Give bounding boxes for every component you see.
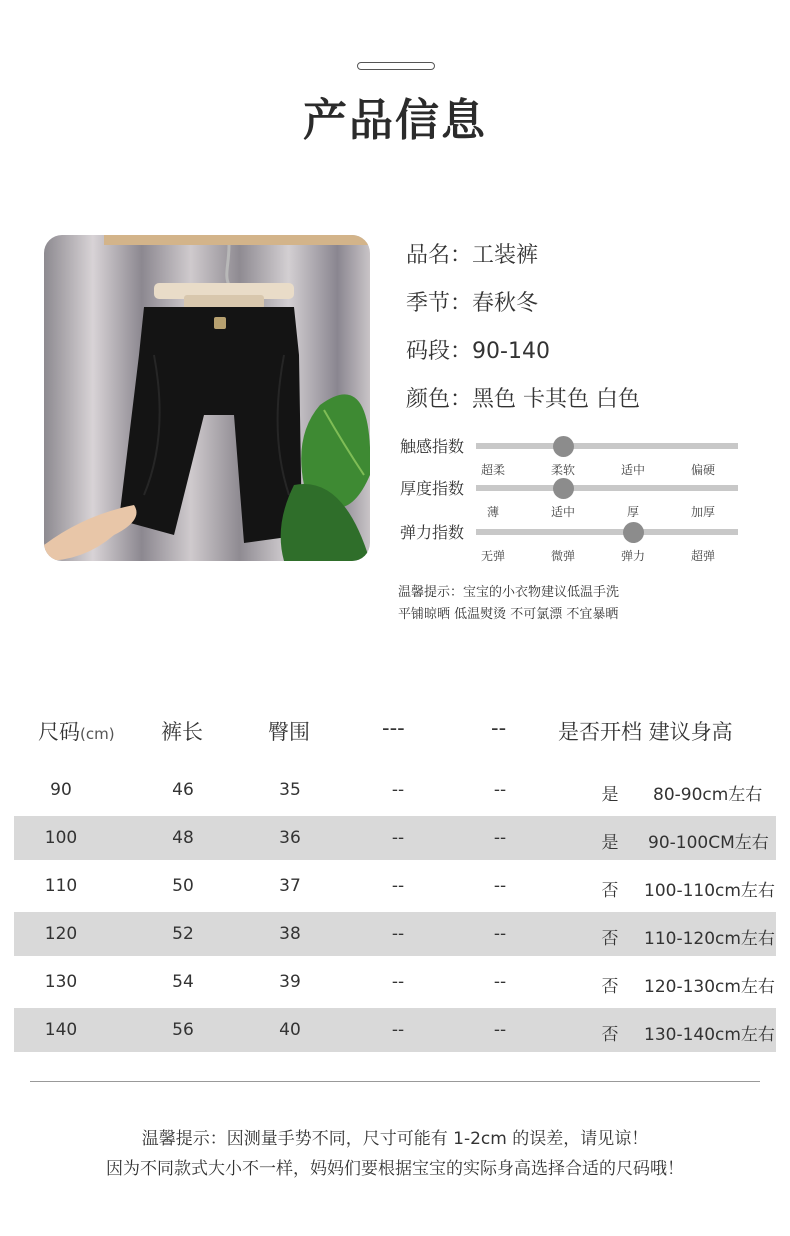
meter-track: [476, 443, 738, 449]
section-divider: [30, 1081, 760, 1082]
cell-height: 90-100CM左右: [648, 833, 769, 853]
cell-blank-1: --: [391, 924, 405, 944]
footer-note-line2: 因为不同款式大小不一样，妈妈们要根据宝宝的实际身高选择合适的尺码哦！: [106, 1159, 684, 1179]
cell-blank-1: --: [391, 828, 405, 848]
table-header-size-unit: (cm): [80, 725, 115, 743]
info-color-value: 黑色 卡其色 白色: [472, 387, 641, 412]
meter-tick: 偏硬: [690, 463, 716, 477]
cell-blank-2: --: [493, 972, 507, 992]
cell-length: 56: [172, 1020, 194, 1040]
cell-hip: 36: [279, 828, 301, 848]
product-photo-illustration: [44, 235, 370, 561]
table-row: [14, 864, 776, 908]
cell-height: 100-110cm左右: [644, 881, 775, 901]
cell-size: 100: [44, 828, 78, 848]
info-season-value: 春秋冬: [472, 291, 539, 316]
cell-size: 130: [44, 972, 78, 992]
cell-blank-1: --: [391, 1020, 405, 1040]
info-size-range: [406, 334, 550, 365]
cell-open-crotch: 否: [601, 1025, 619, 1045]
cell-open-crotch: 是: [601, 833, 619, 853]
meter-tick: 超弹: [690, 549, 716, 563]
page-title: 产品信息: [303, 95, 487, 146]
cell-blank-1: --: [391, 780, 405, 800]
footer-note-line1: 温馨提示：因测量手势不同，尺寸可能有 1-2cm 的误差，请见谅！: [141, 1129, 649, 1149]
info-size-label: 码段：: [406, 339, 473, 364]
cell-size: 110: [44, 876, 78, 896]
care-tip-line1: 温馨提示：宝宝的小衣物建议低温手洗: [398, 585, 620, 600]
meter-label: 厚度指数: [400, 479, 465, 498]
table-row: [14, 912, 776, 956]
info-season: [406, 286, 538, 317]
info-name-label: 品名：: [406, 243, 473, 268]
table-header-size: [38, 716, 115, 746]
meter-tick: 超柔: [480, 463, 506, 477]
meter-track: [476, 485, 738, 491]
cell-open-crotch: 否: [601, 977, 619, 997]
cell-length: 52: [172, 924, 194, 944]
info-color-label: 颜色：: [406, 387, 473, 412]
cell-height: 130-140cm左右: [644, 1025, 775, 1045]
cell-open-crotch: 是: [601, 785, 619, 805]
cell-blank-1: --: [391, 876, 405, 896]
meter-tick: 适中: [620, 463, 646, 477]
cell-open-crotch: 否: [601, 929, 619, 949]
meter-tick: 加厚: [690, 505, 716, 519]
meter-knob: [623, 522, 644, 543]
meter-tick: 柔软: [550, 463, 576, 477]
meter-knob: [553, 478, 574, 499]
cell-height: 80-90cm左右: [653, 785, 763, 805]
info-name: [406, 238, 538, 269]
cell-hip: 35: [279, 780, 301, 800]
meter-softness: [400, 434, 750, 478]
table-header-size-label: 尺码: [38, 720, 80, 744]
care-tip-line2: 平铺晾晒 低温熨烫 不可氯漂 不宜暴晒: [398, 607, 619, 622]
cell-open-crotch: 否: [601, 881, 619, 901]
cell-length: 48: [172, 828, 194, 848]
cell-blank-2: --: [493, 828, 507, 848]
table-header-blank-2: --: [491, 716, 507, 740]
top-decoration-pill: [357, 62, 435, 70]
table-header-crotch-height: 是否开档 建议身高: [558, 720, 733, 744]
cell-hip: 39: [279, 972, 301, 992]
cell-height: 110-120cm左右: [644, 929, 775, 949]
meter-label: 触感指数: [400, 437, 465, 456]
meter-track: [476, 529, 738, 535]
cell-size: 120: [44, 924, 78, 944]
info-season-label: 季节：: [406, 291, 473, 316]
info-colors: [406, 382, 640, 413]
meter-label: 弹力指数: [400, 523, 465, 542]
cell-blank-2: --: [493, 924, 507, 944]
table-row: [14, 816, 776, 860]
meter-knob: [553, 436, 574, 457]
meter-thickness: [400, 476, 750, 520]
cell-size: 90: [50, 780, 72, 800]
meter-tick: 弹力: [620, 549, 646, 563]
cell-blank-1: --: [391, 972, 405, 992]
cell-hip: 37: [279, 876, 301, 896]
table-header-blank-1: ---: [382, 716, 405, 740]
cell-hip: 40: [279, 1020, 301, 1040]
cell-length: 46: [172, 780, 194, 800]
cell-length: 54: [172, 972, 194, 992]
cell-hip: 38: [279, 924, 301, 944]
meter-tick: 薄: [486, 505, 500, 519]
meter-tick: 微弹: [550, 549, 576, 563]
cell-blank-2: --: [493, 1020, 507, 1040]
meter-elasticity: [400, 520, 750, 564]
meter-tick: 无弹: [480, 549, 506, 563]
cell-blank-2: --: [493, 780, 507, 800]
table-header-hip: 臀围: [268, 720, 310, 744]
table-row: [14, 768, 776, 812]
meter-tick: 适中: [550, 505, 576, 519]
cell-length: 50: [172, 876, 194, 896]
table-row: [14, 960, 776, 1004]
cell-blank-2: --: [493, 876, 507, 896]
info-name-value: 工装裤: [472, 243, 539, 268]
table-row: [14, 1008, 776, 1052]
meter-tick: 厚: [626, 505, 640, 519]
cell-height: 120-130cm左右: [644, 977, 775, 997]
product-photo: [44, 235, 370, 561]
cell-size: 140: [44, 1020, 78, 1040]
info-size-value: 90-140: [472, 339, 550, 364]
table-header-length: 裤长: [161, 720, 203, 744]
